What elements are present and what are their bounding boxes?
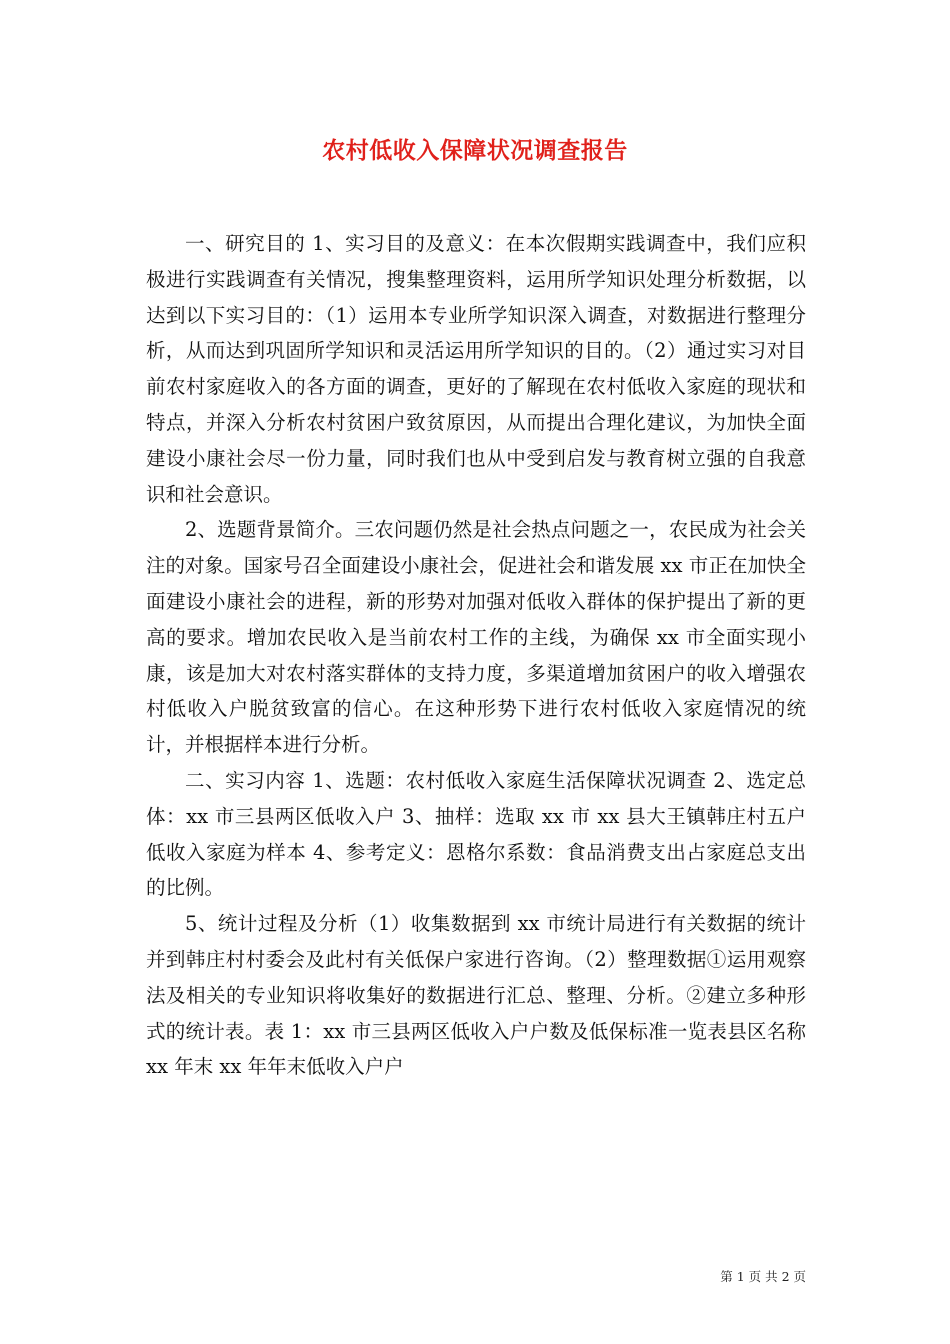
paragraph-internship-content: 二、实习内容 1、选题：农村低收入家庭生活保障状况调查 2、选定总体：xx 市三县两区低收入户 3、抽样：选取 xx 市 xx 县大王镇韩庄村五户低收入家庭为样本 4、参考定义：恩格尔系数：食品消费支出占家庭总支出的比例。 — [146, 768, 806, 900]
document-body — [146, 226, 806, 1085]
paragraph-background: 2、选题背景简介。三农问题仍然是社会热点问题之一，农民成为社会关注的对象。国家号召全面建设小康社会，促进社会和谐发展 xx 市正在加快全面建设小康社会的进程，新的形势对加强对低收入群体的保护提出了新的更高的要求。增加农民收入是当前农村工作的主线，为确保 xx 市全面实现小康，该是加大对农村落实群体的支持力度，多渠道增加贫困户的收入增强农村低收入户脱贫致富的信心。在这种形势下进行农村低收入家庭情况的统计，并根据样本进行分析。 — [146, 518, 806, 757]
page-number: 第 1 页 共 2 页 — [720, 1269, 806, 1284]
paragraph-statistics-process: 5、统计过程及分析（1）收集数据到 xx 市统计局进行有关数据的统计并到韩庄村村委会及此村有关低保户家进行咨询。（2）整理数据①运用观察法及相关的专业知识将收集好的数据进行汇总、整理、分析。②建立多种形式的统计表。表 1：xx 市三县两区低收入户户数及低保标准一览表县区名称 xx 年末 xx 年年末低收入户户 — [146, 912, 806, 1079]
document-title: 农村低收入保障状况调查报告 — [322, 137, 628, 164]
paragraph-research-purpose: 一、研究目的 1、实习目的及意义：在本次假期实践调查中，我们应积极进行实践调查有关情况，搜集整理资料，运用所学知识处理分析数据，以达到以下实习目的：（1）运用本专业所学知识深入调查，对数据进行整理分析，从而达到巩固所学知识和灵活运用所学知识的目的。（2）通过实习对目前农村家庭收入的各方面的调查，更好的了解现在农村低收入家庭的现状和特点，并深入分析农村贫困户致贫原因，从而提出合理化建议，为加快全面建设小康社会尽一份力量，同时我们也从中受到启发与教育树立强的自我意识和社会意识。 — [146, 232, 806, 506]
